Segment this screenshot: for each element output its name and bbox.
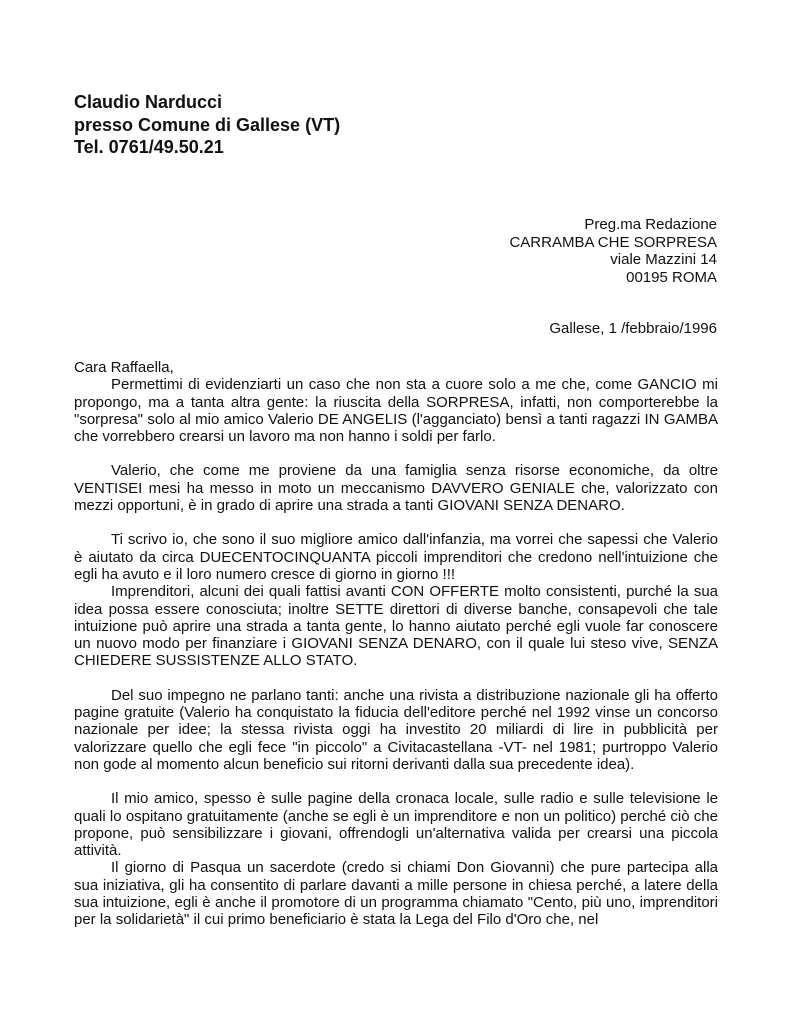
paragraph: Ti scrivo io, che sono il suo migliore amico dall'infanzia, ma vorrei che sapessi che Valerio è aiutato da circa DUECENTOCINQUANTA piccoli imprenditori che credono nell'intuizione che egli ha avuto e il loro numero cresce di giorno in giorno !!!: [74, 531, 718, 583]
paragraph: Il mio amico, spesso è sulle pagine della cronaca locale, sulle radio e sulle televisione le quali lo ospitano gratuitamente (anche se egli è un imprenditore e non un politico) perché ciò che propone, può sensibilizzare i giovani, offrendogli un'alternativa valida per crearsi una piccola attività.: [74, 790, 718, 860]
recipient-line: Preg.ma Redazione: [584, 216, 717, 233]
paragraph: Imprenditori, alcuni dei quali fattisi avanti CON OFFERTE molto consistenti, purché la sua idea possa essere conosciuta; inoltre SETTE direttori di diverse banche, consapevoli che tale intuizione può aprire una strada a tanta gente, lo hanno aiutato perché egli vuole far conoscere un nuovo modo per finanziare i GIOVANI SENZA DENARO, con il quale lui steso vive, SENZA CHIEDERE SUSSISTENZE ALLO STATO.: [74, 583, 718, 670]
recipient-line: 00195 ROMA: [626, 268, 717, 286]
sender-block: [74, 91, 340, 159]
recipient-block: [509, 216, 717, 286]
sender-address: presso Comune di Gallese (VT): [74, 114, 341, 135]
paragraph: Permettimi di evidenziarti un caso che non sta a cuore solo a me che, come GANCIO mi propongo, ma a tanta altra gente: la riuscita della SORPRESA, infatti, non comporterebbe la "sorpresa" solo al mio amico Valerio DE ANGELIS (l'agganciato) bensì a tanti ragazzi IN GAMBA che vorrebbero crearsi un lavoro ma non hanno i soldi per farlo.: [74, 376, 718, 446]
salutation: Cara Raffaella,: [74, 359, 174, 376]
paragraph: Il giorno di Pasqua un sacerdote (credo si chiami Don Giovanni) che pure partecipa alla sua iniziativa, gli ha consentito di parlare davanti a mille persone in chiesa perché, a latere della sua intuizione, egli è anche il promotore di un programma chiamato "Cento, più uno, imprenditori per la solidarietà" il cui primo beneficiario è stata la Lega del Filo d'Oro che, nel: [74, 859, 718, 929]
recipient-line: CARRAMBA CHE SORPRESA: [509, 233, 717, 251]
letter-date: Gallese, 1 /febbraio/1996: [549, 320, 717, 337]
paragraph: Valerio, che come me proviene da una famiglia senza risorse economiche, da oltre VENTISEI mesi ha messo in moto un meccanismo DAVVERO GENIALE che, valorizzato con mezzi opportuni, è in grado di aprire una strada a tanti GIOVANI SENZA DENARO.: [74, 462, 718, 515]
letter-body: [74, 359, 718, 929]
sender-name: Claudio Narducci: [74, 92, 223, 112]
recipient-line: viale Mazzini 14: [610, 251, 717, 268]
paragraph: Del suo impegno ne parlano tanti: anche una rivista a distribuzione nazionale gli ha offerto pagine gratuite (Valerio ha conquistato la fiducia dell'editore perché nel 1992 vinse un concorso nazionale per idee; la stessa rivista oggi ha investito 20 miliardi di lire in pubblicità per valorizzare quello che egli fece "in piccolo" a Civitacastellana -VT- nel 1981; purtroppo Valerio non gode al momento alcun beneficio sui ritorni derivanti dalla sua precedente idea).: [74, 686, 718, 773]
sender-phone: Tel. 0761/49.50.21: [74, 137, 224, 157]
